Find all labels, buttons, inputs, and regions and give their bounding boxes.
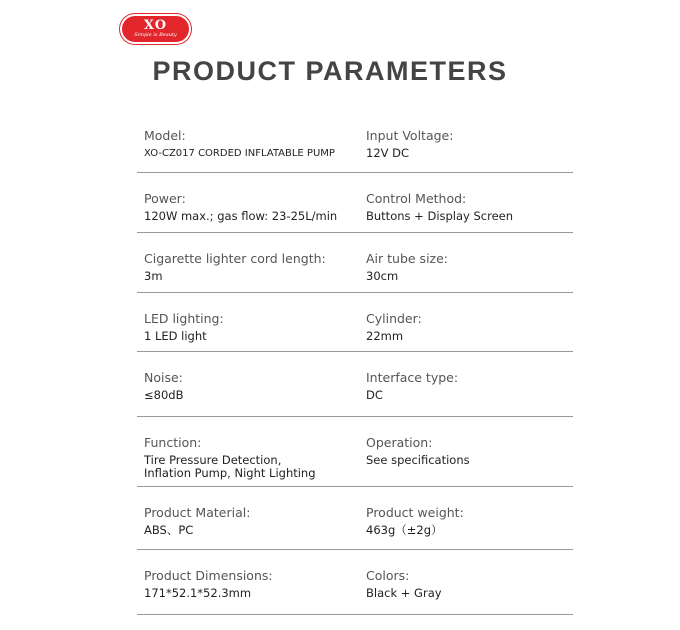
param-label: Noise:	[144, 370, 183, 385]
param-value: 12V DC	[366, 146, 410, 160]
parameters-table	[137, 110, 573, 615]
param-weight	[366, 505, 571, 537]
param-dimensions	[144, 568, 359, 600]
param-label: Air tube size:	[366, 251, 449, 266]
param-value: ≤80dB	[144, 388, 184, 402]
param-label: Input Voltage:	[366, 128, 454, 143]
param-model	[144, 128, 359, 160]
param-label: Power:	[144, 191, 186, 206]
param-value: XO-CZ017 CORDED INFLATABLE PUMP	[144, 148, 335, 159]
logo-mark: XO	[143, 18, 168, 33]
param-colors	[366, 568, 571, 600]
param-row-power	[137, 173, 573, 233]
param-row-cord-length	[137, 233, 573, 293]
param-operation	[366, 435, 571, 467]
param-label: Operation:	[366, 435, 433, 450]
param-value: 1 LED light	[144, 329, 207, 343]
param-value: 171*52.1*52.3mm	[144, 586, 252, 600]
param-row-led	[137, 293, 573, 352]
param-material	[144, 505, 359, 537]
param-label: Cigarette lighter cord length:	[144, 251, 326, 266]
param-value: ABS、PC	[144, 523, 194, 537]
param-value: 30cm	[366, 269, 399, 283]
param-row-model	[137, 110, 573, 173]
param-label: Interface type:	[366, 370, 459, 385]
param-label: Cylinder:	[366, 311, 422, 326]
param-label: Function:	[144, 435, 202, 450]
param-interface-type	[366, 370, 571, 402]
param-cylinder	[366, 311, 571, 343]
param-label: Product Material:	[144, 505, 251, 520]
param-value: 120W max.; gas flow: 23-25L/min	[144, 209, 338, 223]
param-row-dimensions	[137, 550, 573, 615]
param-value-line: Inflation Pump, Night Lighting	[144, 466, 316, 480]
param-value: 3m	[144, 269, 163, 283]
param-control-method	[366, 191, 571, 223]
param-row-noise	[137, 352, 573, 417]
brand-logo	[120, 14, 191, 44]
param-label: Colors:	[366, 568, 410, 583]
param-label: Model:	[144, 128, 186, 143]
param-row-material	[137, 487, 573, 550]
param-input-voltage	[366, 128, 571, 160]
param-value: 22mm	[366, 329, 404, 343]
param-led-lighting	[144, 311, 359, 343]
param-value-line: Tire Pressure Detection,	[144, 453, 282, 467]
logo-tagline: Simple is Beauty	[134, 32, 177, 38]
param-noise	[144, 370, 359, 402]
page-title: PRODUCT PARAMETERS	[152, 56, 508, 86]
param-value: Buttons + Display Screen	[366, 209, 514, 223]
param-label: LED lighting:	[144, 311, 224, 326]
param-value: DC	[366, 388, 383, 402]
param-value: See specifications	[366, 453, 470, 467]
param-label: Product weight:	[366, 505, 464, 520]
param-function	[144, 435, 359, 480]
param-row-function	[137, 417, 573, 487]
param-label: Control Method:	[366, 191, 467, 206]
param-air-tube-size	[366, 251, 571, 283]
param-label: Product Dimensions:	[144, 568, 273, 583]
param-cord-length	[144, 251, 359, 283]
param-power	[144, 191, 359, 223]
param-value: Black + Gray	[366, 586, 442, 600]
param-value: 463g（±2g）	[366, 523, 443, 537]
